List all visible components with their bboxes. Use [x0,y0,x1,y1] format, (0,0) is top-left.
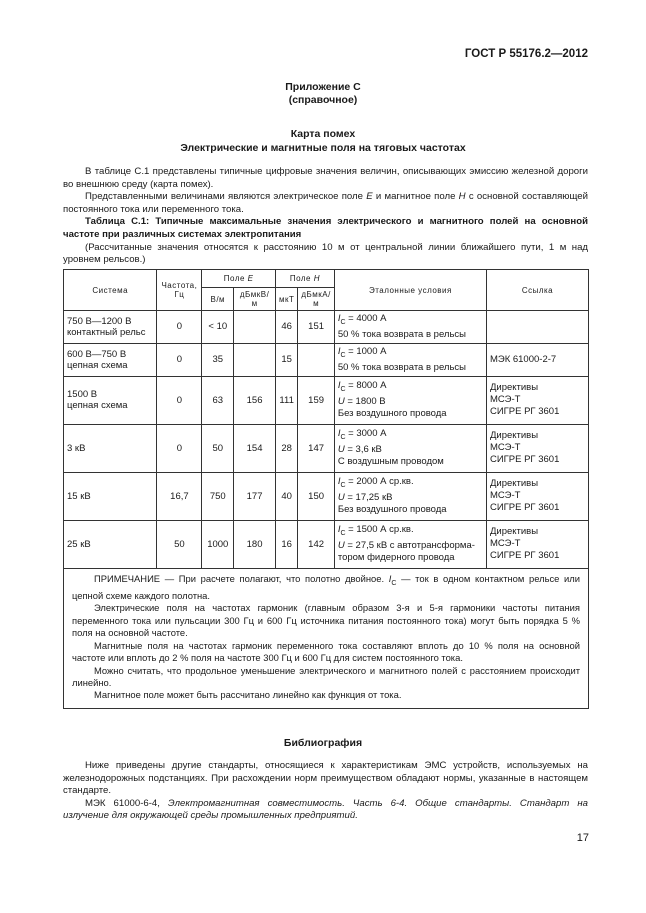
note-paragraph-4: Можно считать, что продольное уменьшение электрического и магнитного полей с расстоянием происходит линейно. [72,664,580,688]
header-vm: В/м [202,288,234,311]
cell-reference: Директивы МСЭ-Т СИГРЕ РГ 3601 [486,472,588,520]
bibliography-text [63,760,588,823]
cell-conditions: $I_C = 1000$ А 50 % тока возврата в рельсы [334,343,486,376]
cell-ut: 40 [275,472,297,520]
table-row [64,376,589,424]
bibliography-paragraph-2: МЭК 61000-6-4, Электромагнитная совместимость. Часть 6-4. Общие стандарты. Стандарт на излучение для окружающей среды промышленных предприятий. [63,797,588,822]
cell-dbuam [298,343,334,376]
header-field-h: Поле H [275,270,334,288]
cell-dbuvm: 180 [234,520,276,568]
cell-freq: 0 [157,311,202,344]
cell-freq: 16,7 [157,472,202,520]
cell-ut: 111 [275,376,297,424]
cell-freq: 0 [157,343,202,376]
intro-paragraph-1: В таблице С.1 представлены типичные цифровые значения величин, описывающих эмиссию железной дороги во внешнюю среду (карта помех). [63,166,588,190]
cell-dbuam: 150 [298,472,334,520]
cell-dbuvm: 177 [234,472,276,520]
cell-dbuam: 151 [298,311,334,344]
cell-vm: 1000 [202,520,234,568]
note-paragraph-5: Магнитное поле может быть рассчитано линейно как функция от тока. [94,689,402,701]
cell-reference: МЭК 61000-2-7 [486,343,588,376]
cell-system: 750 В—1200 В контактный рельс [64,311,157,344]
cell-dbuam: 147 [298,424,334,472]
appendix-title: Приложение С [285,81,361,93]
cell-dbuvm [234,311,276,344]
table-note [64,568,589,708]
header-dbuvm: дБмкВ/м [234,288,276,311]
header-system: Система [64,270,157,311]
calc-note: (Рассчитанные значения относятся к расстоянию 10 м от центральной линии ближайшего пути, 1 м над уровнем рельсов.) [63,241,588,266]
cell-conditions: $I_C = 2000$ А ср.кв. U = 17,25 кВ Без воздушного провода [334,472,486,520]
cell-conditions: $I_C = 1500$ А ср.кв. U = 27,5 кВ с автотрансформа- тором фидерного провода [334,520,486,568]
table-row [64,472,589,520]
header-frequency: Частота, Гц [157,270,202,311]
bibliography-title: Библиография [283,737,363,749]
cell-system: 15 кВ [64,472,157,520]
header-field-e: Поле E [202,270,276,288]
note-paragraph-1: ПРИМЕЧАНИЕ — При расчете полагают, что полотно двойное. $I_C$ — ток в одном контактном рельсе или цепной схеме каждого полотна. [72,572,581,602]
cell-system: 25 кВ [64,520,157,568]
cell-reference: Директивы МСЭ-Т СИГРЕ РГ 3601 [486,376,588,424]
cell-system: 3 кВ [64,424,157,472]
header-ut: мкТ [275,288,297,311]
cell-reference: Директивы МСЭ-Т СИГРЕ РГ 3601 [486,424,588,472]
cell-conditions: $I_C = 4000$ А 50 % тока возврата в рельсы [334,311,486,344]
cell-vm: 35 [202,343,234,376]
cell-dbuam: 159 [298,376,334,424]
cell-dbuam: 142 [298,520,334,568]
section-heading [30,128,616,155]
table-row [64,520,589,568]
table-row [64,424,589,472]
cell-vm: 750 [202,472,234,520]
cell-ut: 16 [275,520,297,568]
appendix-heading [30,81,616,107]
cell-dbuvm: 154 [234,424,276,472]
cell-ut: 28 [275,424,297,472]
cell-ut: 15 [275,343,297,376]
section-subtitle: Электрические и магнитные поля на тяговых частотах [180,141,466,154]
intro-text [63,166,588,267]
table-caption: Таблица С.1: Типичные максимальные значения электрического и магнитного полей на основной частоте при различных системах электропитания [63,216,588,240]
cell-conditions: $I_C = 3000$ А U = 3,6 кВ С воздушным проводом [334,424,486,472]
cell-freq: 0 [157,376,202,424]
cell-system: 1500 В цепная схема [64,376,157,424]
note-paragraph-3: Магнитные поля на частотах гармоник переменного тока составляют вплоть до 10 % поля на основной частоте или вплоть до 2 % поля на частоте 300 Гц и 600 Гц для систем постоянного тока. [72,639,580,664]
table-row [64,343,589,376]
header-dbuam: дБмкА/м [298,288,334,311]
cell-dbuvm: 156 [234,376,276,424]
cell-system: 600 В—750 В цепная схема [64,343,157,376]
cell-freq: 0 [157,424,202,472]
intro-paragraph-2: Представленными величинами являются электрическое поле E и магнитное поле H с основной составляющей постоянного тока или переменного тока. [63,191,588,215]
section-title: Карта помех [290,128,356,140]
header-conditions: Эталонные условия [334,270,486,311]
cell-ut: 46 [275,311,297,344]
bibliography-paragraph-1: Ниже приведены другие стандарты, относящиеся к характеристикам ЭМС устройств, используемых на железнодорожных подстанциях. При расхождении норм преимуществом обладают нормы, указанные в настоящем стандарте. [63,760,588,797]
cell-vm: 50 [202,424,234,472]
table-body [64,311,589,569]
field-table [63,269,589,709]
cell-vm: 63 [202,376,234,424]
cell-dbuvm [234,343,276,376]
appendix-subtitle: (справочное) [288,94,358,106]
document-code: ГОСТ Р 55176.2—2012 [464,48,588,60]
note-paragraph-2: Электрические поля на частотах гармоник (главным образом 3-я и 5-я гармоники частоты питания переменного тока или пульсации 300 Гц и 600 Гц источника питания постоянного тока) могут быть порядка 5 % поля на основной частоте. [72,602,580,639]
page-number: 17 [576,832,589,844]
cell-reference [486,311,588,344]
table-row [64,311,589,344]
cell-conditions: $I_C = 8000$ А U = 1800 В Без воздушного провода [334,376,486,424]
cell-freq: 50 [157,520,202,568]
cell-reference: Директивы МСЭ-Т СИГРЕ РГ 3601 [486,520,588,568]
cell-vm: < 10 [202,311,234,344]
header-reference: Ссылка [486,270,588,311]
